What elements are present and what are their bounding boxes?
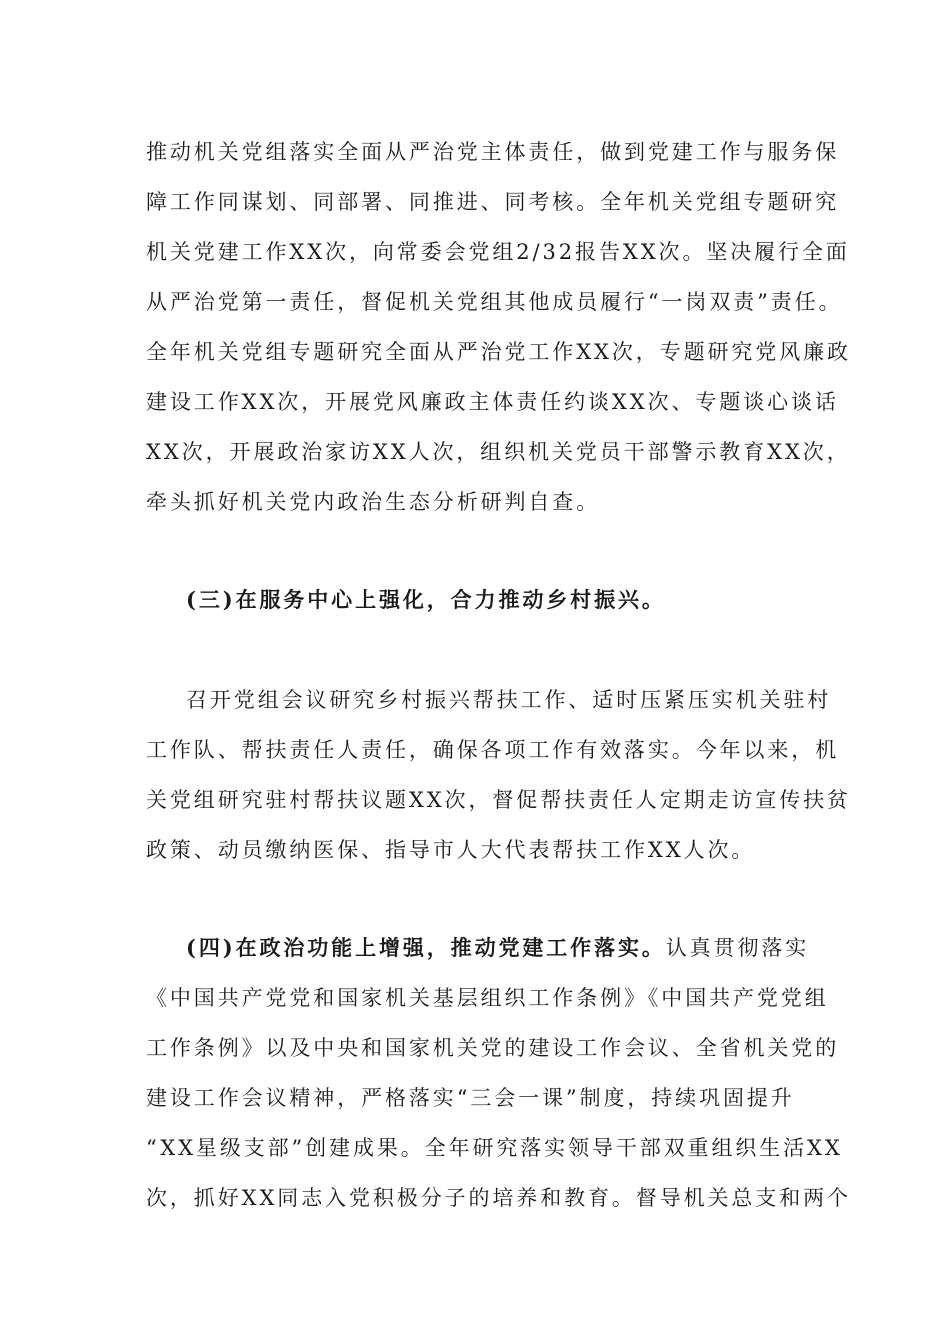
section-heading-3: (三)在服务中心上强化，合力推动乡村振兴。 — [186, 587, 666, 612]
section-heading-4-continuation: 认真贯彻落实 — [665, 936, 810, 960]
section-heading-4-line — [186, 934, 809, 962]
paragraph-2-line: 召开党组会议研究乡村振兴帮扶工作、适时压紧压实机关驻村 — [186, 688, 832, 712]
paragraph-2-line: 关党组研究驻村帮扶议题XX次，督促帮扶责任人定期走访宣传扶贫 — [146, 788, 851, 812]
paragraph-3-line: 次，抓好XX同志入党积极分子的培养和教育。督导机关总支和两个 — [146, 1186, 851, 1210]
paragraph-3-line: 工作条例》以及中央和国家机关党的建设工作会议、全省机关党的 — [146, 1036, 840, 1060]
paragraph-1-line: 推动机关党组落实全面从严治党主体责任，做到党建工作与服务保 — [146, 140, 840, 164]
paragraph-3-line: 《中国共产党党和国家机关基层组织工作条例》《中国共产党党组 — [146, 986, 829, 1010]
paragraph-1-line: 全年机关党组专题研究全面从严治党工作XX次，专题研究党风廉政 — [146, 340, 851, 364]
paragraph-1-line: 建设工作XX次，开展党风廉政主体责任约谈XX次、专题谈心谈话 — [146, 390, 839, 414]
paragraph-1-line: 机关党建工作XX次，向常委会党组2/32报告XX次。坚决履行全面 — [146, 240, 850, 264]
paragraph-3-line: “XX星级支部”创建成果。全年研究落实领导干部双重组织生活XX — [146, 1136, 843, 1160]
paragraph-3-line: 建设工作会议精神，严格落实“三会一课”制度，持续巩固提升 — [146, 1086, 795, 1110]
paragraph-1-line: 牵头抓好机关党内政治生态分析研判自查。 — [146, 490, 601, 514]
paragraph-1-line: 障工作同谋划、同部署、同推进、同考核。全年机关党组专题研究 — [146, 190, 840, 214]
section-heading-4: (四)在政治功能上增强，推动党建工作落实。 — [186, 935, 666, 960]
paragraph-1-line: XX次，开展政治家访XX人次，组织机关党员干部警示教育XX次， — [146, 440, 851, 464]
paragraph-2-line: 工作队、帮扶责任人责任，确保各项工作有效落实。今年以来，机 — [146, 738, 840, 762]
paragraph-2-line: 政策、动员缴纳医保、指导市人大代表帮扶工作XX人次。 — [146, 838, 756, 862]
paragraph-1-line: 从严治党第一责任，督促机关党组其他成员履行“一岗双责”责任。 — [146, 290, 843, 314]
